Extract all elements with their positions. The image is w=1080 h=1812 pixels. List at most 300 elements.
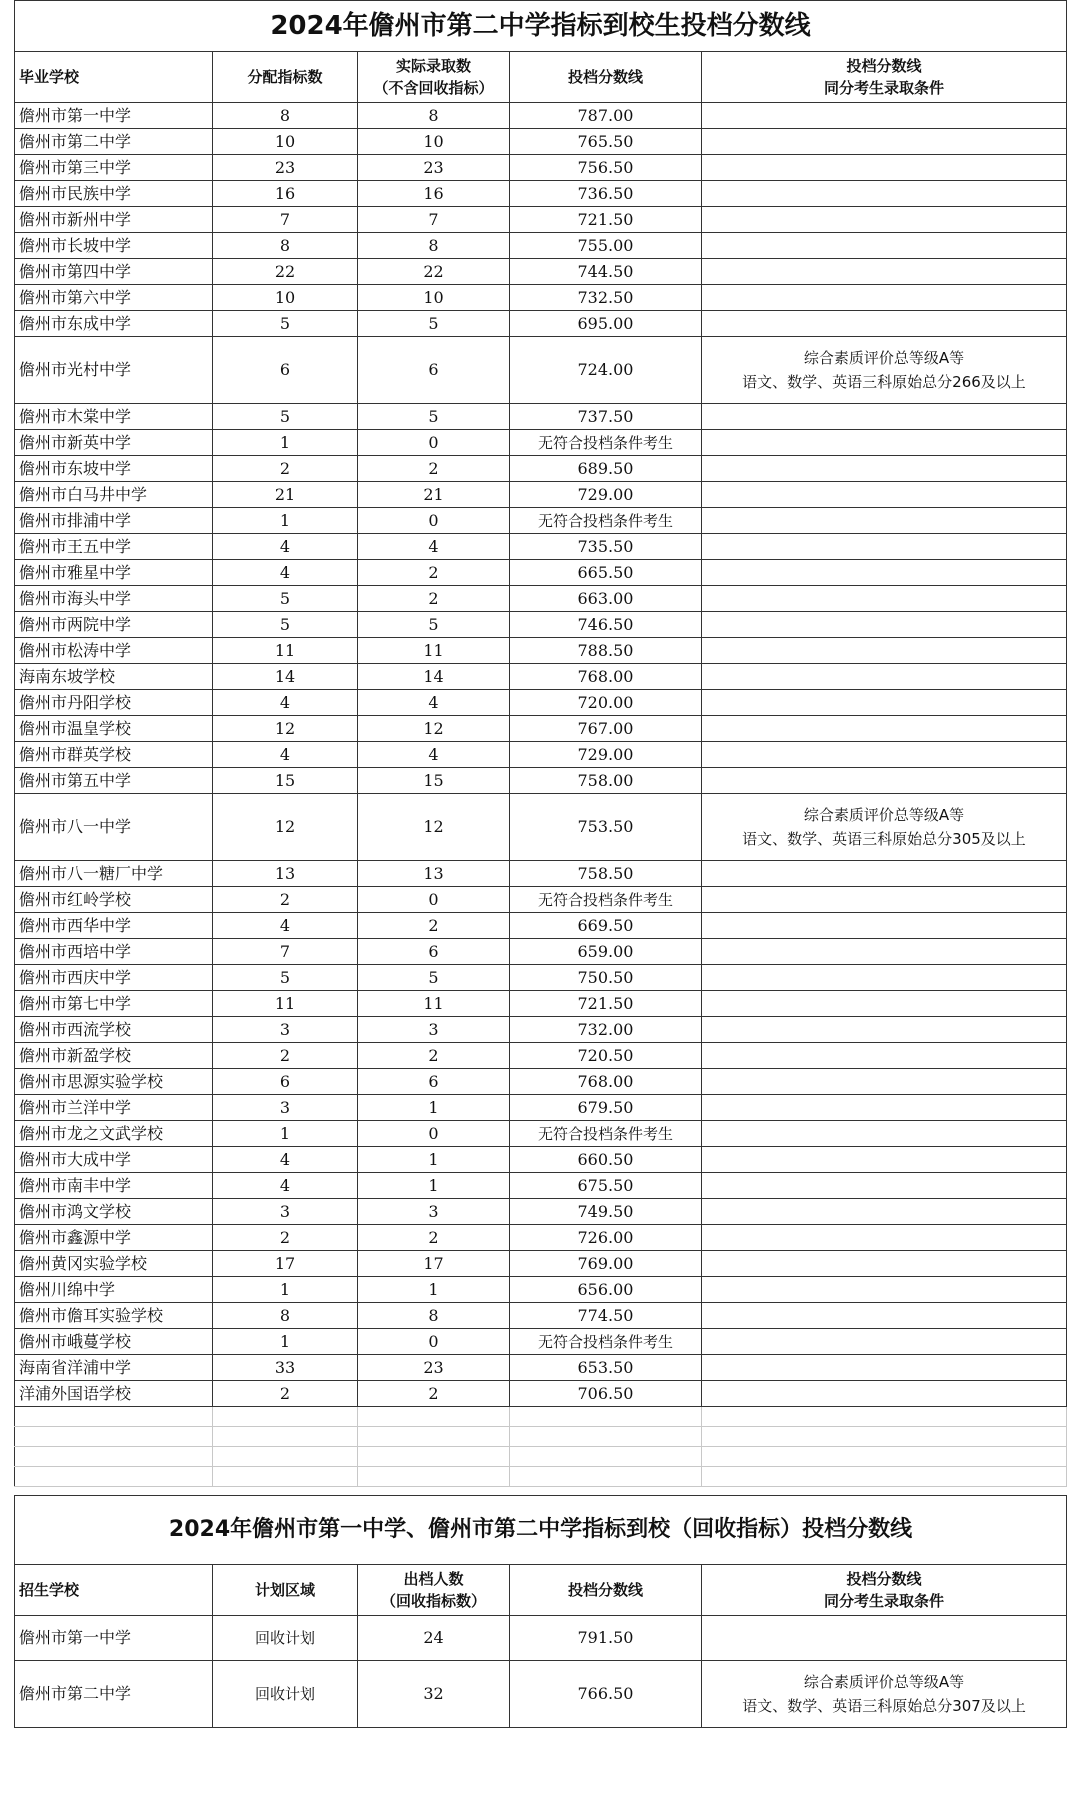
condition-line: 语文、数学、英语三科原始总分266及以上 (742, 373, 1026, 391)
school-cell: 儋州市新盈学校 (15, 1043, 213, 1069)
score-cell: 758.50 (510, 861, 702, 887)
score-cell: 768.00 (510, 664, 702, 690)
header-condition-line1: 投档分数线 (846, 57, 922, 75)
school-cell: 儋州市八一中学 (15, 794, 213, 861)
score-cell: 695.00 (510, 311, 702, 337)
score-cell: 721.50 (510, 207, 702, 233)
school-cell: 儋州市大成中学 (15, 1147, 213, 1173)
condition-cell (702, 1303, 1067, 1329)
score-cell: 735.50 (510, 534, 702, 560)
condition-cell (702, 939, 1067, 965)
quota-cell: 4 (213, 1173, 358, 1199)
score-cell: 732.00 (510, 1017, 702, 1043)
table-row (15, 1661, 1067, 1728)
quota-cell: 7 (213, 207, 358, 233)
condition-cell (702, 768, 1067, 794)
condition-cell (702, 1121, 1067, 1147)
condition-cell (702, 1329, 1067, 1355)
school-cell: 儋州市第四中学 (15, 259, 213, 285)
quota-cell: 12 (213, 716, 358, 742)
quota-cell: 1 (213, 1121, 358, 1147)
condition-cell (702, 233, 1067, 259)
table-row (15, 1147, 1067, 1173)
condition-cell (702, 1661, 1067, 1728)
admitted-cell: 0 (358, 887, 510, 913)
table-row (15, 534, 1067, 560)
condition-cell (702, 991, 1067, 1017)
admitted-cell: 1 (358, 1147, 510, 1173)
table-row (15, 508, 1067, 534)
table-row (15, 233, 1067, 259)
table-row (15, 794, 1067, 861)
admitted-cell: 10 (358, 129, 510, 155)
table-row (15, 1616, 1067, 1661)
admitted-cell: 6 (358, 939, 510, 965)
school-cell: 儋州市丹阳学校 (15, 690, 213, 716)
admitted-cell: 23 (358, 155, 510, 181)
score-cell: 729.00 (510, 742, 702, 768)
quota-cell: 6 (213, 1069, 358, 1095)
school-cell: 儋州市鑫源中学 (15, 1225, 213, 1251)
score-cell: 720.50 (510, 1043, 702, 1069)
school-cell: 儋州市群英学校 (15, 742, 213, 768)
admitted-cell: 17 (358, 1251, 510, 1277)
table-row (15, 1225, 1067, 1251)
admitted-cell: 21 (358, 482, 510, 508)
table-row (15, 742, 1067, 768)
quota-cell: 2 (213, 456, 358, 482)
condition-cell (702, 664, 1067, 690)
condition-cell (702, 1277, 1067, 1303)
score-cell: 756.50 (510, 155, 702, 181)
admitted-cell: 8 (358, 1303, 510, 1329)
admitted-cell: 4 (358, 690, 510, 716)
quota-cell: 4 (213, 742, 358, 768)
header-count-line2: （回收指标数） (380, 1592, 486, 1610)
quota-cell: 8 (213, 233, 358, 259)
condition-cell (702, 259, 1067, 285)
score-cell: 732.50 (510, 285, 702, 311)
school-cell: 儋州市南丰中学 (15, 1173, 213, 1199)
condition-cell (702, 103, 1067, 129)
quota-cell: 4 (213, 560, 358, 586)
condition-cell (702, 1069, 1067, 1095)
score-cell: 663.00 (510, 586, 702, 612)
quota-cell: 1 (213, 1277, 358, 1303)
table-row (15, 560, 1067, 586)
admitted-cell: 1 (358, 1277, 510, 1303)
area-cell: 回收计划 (213, 1616, 358, 1661)
table-row (15, 1329, 1067, 1355)
table-row (15, 939, 1067, 965)
condition-cell (702, 508, 1067, 534)
score-cell: 无符合投档条件考生 (510, 1329, 702, 1355)
score-cell: 744.50 (510, 259, 702, 285)
table-row (15, 103, 1067, 129)
score-cell: 656.00 (510, 1277, 702, 1303)
admitted-cell: 15 (358, 768, 510, 794)
table-row (15, 129, 1067, 155)
condition-cell (702, 1355, 1067, 1381)
admitted-cell: 5 (358, 965, 510, 991)
header-condition (702, 1565, 1067, 1616)
admitted-cell: 7 (358, 207, 510, 233)
school-cell: 海南省洋浦中学 (15, 1355, 213, 1381)
table-row (15, 482, 1067, 508)
quota-cell: 23 (213, 155, 358, 181)
score-cell: 679.50 (510, 1095, 702, 1121)
condition-cell (702, 430, 1067, 456)
score-cell: 721.50 (510, 991, 702, 1017)
table-row (15, 1251, 1067, 1277)
header-admitted (358, 52, 510, 103)
school-cell: 儋州市西庆中学 (15, 965, 213, 991)
admitted-cell: 8 (358, 103, 510, 129)
header-condition (702, 52, 1067, 103)
area-cell: 回收计划 (213, 1661, 358, 1728)
table-row (15, 181, 1067, 207)
condition-cell (702, 207, 1067, 233)
condition-cell (702, 404, 1067, 430)
condition-cell (702, 887, 1067, 913)
score-cell: 753.50 (510, 794, 702, 861)
admitted-cell: 23 (358, 1355, 510, 1381)
admitted-cell: 2 (358, 1225, 510, 1251)
admitted-cell: 4 (358, 742, 510, 768)
school-cell: 儋州市排浦中学 (15, 508, 213, 534)
score-cell: 758.00 (510, 768, 702, 794)
condition-line: 综合素质评价总等级A等 (803, 806, 965, 824)
score-cell: 无符合投档条件考生 (510, 430, 702, 456)
condition-cell (702, 482, 1067, 508)
school-cell: 儋州市思源实验学校 (15, 1069, 213, 1095)
table-row (15, 913, 1067, 939)
quota-cell: 5 (213, 311, 358, 337)
school-cell: 儋州市兰洋中学 (15, 1095, 213, 1121)
school-cell: 儋州市第五中学 (15, 768, 213, 794)
condition-cell (702, 861, 1067, 887)
table-row (15, 1043, 1067, 1069)
school-cell: 儋州市新英中学 (15, 430, 213, 456)
condition-cell (702, 1381, 1067, 1407)
score-cell: 675.50 (510, 1173, 702, 1199)
quota-cell: 1 (213, 430, 358, 456)
quota-cell: 13 (213, 861, 358, 887)
table-row (15, 1199, 1067, 1225)
quota-cell: 7 (213, 939, 358, 965)
table-title: 2024年儋州市第一中学、儋州市第二中学指标到校（回收指标）投档分数线 (15, 1496, 1067, 1565)
condition-cell (702, 337, 1067, 404)
quota-cell: 16 (213, 181, 358, 207)
condition-cell (702, 129, 1067, 155)
admitted-cell: 14 (358, 664, 510, 690)
school-cell: 儋州市光村中学 (15, 337, 213, 404)
quota-cell: 2 (213, 1043, 358, 1069)
admitted-cell: 12 (358, 794, 510, 861)
admitted-cell: 11 (358, 991, 510, 1017)
table-row (15, 716, 1067, 742)
score-cell: 706.50 (510, 1381, 702, 1407)
condition-cell (702, 1225, 1067, 1251)
condition-cell (702, 794, 1067, 861)
condition-cell (702, 965, 1067, 991)
condition-cell (702, 716, 1067, 742)
score-cell: 755.00 (510, 233, 702, 259)
condition-cell (702, 638, 1067, 664)
table-row (15, 311, 1067, 337)
school-cell: 儋州市东坡中学 (15, 456, 213, 482)
table-row (15, 1121, 1067, 1147)
table-row (15, 612, 1067, 638)
school-cell: 儋州市松涛中学 (15, 638, 213, 664)
score-cell: 669.50 (510, 913, 702, 939)
condition-cell (702, 913, 1067, 939)
quota-cell: 3 (213, 1095, 358, 1121)
score-cell: 720.00 (510, 690, 702, 716)
school-cell: 儋州市红岭学校 (15, 887, 213, 913)
quota-cell: 4 (213, 534, 358, 560)
admitted-cell: 8 (358, 233, 510, 259)
table-row (15, 1095, 1067, 1121)
school-cell: 儋州市民族中学 (15, 181, 213, 207)
score-cell: 729.00 (510, 482, 702, 508)
quota-cell: 17 (213, 1251, 358, 1277)
admitted-cell: 2 (358, 1043, 510, 1069)
admitted-cell: 6 (358, 1069, 510, 1095)
admitted-cell: 3 (358, 1199, 510, 1225)
table-row (15, 207, 1067, 233)
table-row (15, 337, 1067, 404)
quota-cell: 5 (213, 612, 358, 638)
admitted-cell: 2 (358, 586, 510, 612)
table-row (15, 1355, 1067, 1381)
score-cell: 无符合投档条件考生 (510, 887, 702, 913)
school-cell: 儋州市鸿文学校 (15, 1199, 213, 1225)
admitted-cell: 16 (358, 181, 510, 207)
score-cell: 750.50 (510, 965, 702, 991)
score-cell: 769.00 (510, 1251, 702, 1277)
score-cell: 749.50 (510, 1199, 702, 1225)
school-cell: 儋州市儋耳实验学校 (15, 1303, 213, 1329)
school-cell: 儋州市第一中学 (15, 103, 213, 129)
school-cell: 儋州市两院中学 (15, 612, 213, 638)
score-cell: 768.00 (510, 1069, 702, 1095)
score-cell: 724.00 (510, 337, 702, 404)
condition-cell (702, 612, 1067, 638)
condition-cell (702, 1147, 1067, 1173)
table-row (15, 586, 1067, 612)
admitted-cell: 22 (358, 259, 510, 285)
admitted-cell: 3 (358, 1017, 510, 1043)
quota-cell: 4 (213, 913, 358, 939)
score-cell: 746.50 (510, 612, 702, 638)
condition-cell (702, 456, 1067, 482)
count-cell: 32 (358, 1661, 510, 1728)
table-row (15, 991, 1067, 1017)
table-row (15, 1069, 1067, 1095)
table-row (15, 1381, 1067, 1407)
condition-cell (702, 1251, 1067, 1277)
quota-cell: 6 (213, 337, 358, 404)
score-cell: 788.50 (510, 638, 702, 664)
score-cell: 774.50 (510, 1303, 702, 1329)
table-row (15, 768, 1067, 794)
table-row (15, 690, 1067, 716)
school-cell: 儋州市西华中学 (15, 913, 213, 939)
school-cell: 洋浦外国语学校 (15, 1381, 213, 1407)
quota-cell: 2 (213, 1225, 358, 1251)
school-cell: 儋州市海头中学 (15, 586, 213, 612)
condition-line: 语文、数学、英语三科原始总分307及以上 (742, 1697, 1026, 1715)
quota-cell: 10 (213, 285, 358, 311)
quota-cell: 15 (213, 768, 358, 794)
header-quota: 分配指标数 (213, 52, 358, 103)
header-score: 投档分数线 (510, 1565, 702, 1616)
condition-line: 语文、数学、英语三科原始总分305及以上 (742, 830, 1026, 848)
table-row (15, 1303, 1067, 1329)
table-row (15, 1277, 1067, 1303)
header-school: 毕业学校 (15, 52, 213, 103)
admitted-cell: 13 (358, 861, 510, 887)
score-cell: 787.00 (510, 103, 702, 129)
score-cell: 736.50 (510, 181, 702, 207)
condition-cell (702, 1017, 1067, 1043)
condition-cell (702, 1095, 1067, 1121)
table-row (15, 1017, 1067, 1043)
school-cell: 儋州市西流学校 (15, 1017, 213, 1043)
quota-cell: 14 (213, 664, 358, 690)
admitted-cell: 2 (358, 560, 510, 586)
admitted-cell: 0 (358, 430, 510, 456)
table-row (15, 259, 1067, 285)
condition-cell (702, 1616, 1067, 1661)
header-count-line1: 出档人数 (403, 1570, 464, 1588)
school-cell: 儋州市雅星中学 (15, 560, 213, 586)
condition-line: 综合素质评价总等级A等 (803, 1673, 965, 1691)
school-cell: 儋州市新州中学 (15, 207, 213, 233)
school-cell: 儋州市温皇学校 (15, 716, 213, 742)
quota-cell: 1 (213, 508, 358, 534)
condition-cell (702, 311, 1067, 337)
table-row (15, 404, 1067, 430)
quota-cell: 1 (213, 1329, 358, 1355)
condition-line: 综合素质评价总等级A等 (803, 349, 965, 367)
quota-cell: 2 (213, 887, 358, 913)
quota-cell: 11 (213, 991, 358, 1017)
table-body (15, 103, 1067, 1407)
score-cell: 665.50 (510, 560, 702, 586)
admitted-cell: 2 (358, 1381, 510, 1407)
condition-cell (702, 690, 1067, 716)
score-cell: 765.50 (510, 129, 702, 155)
table-row (15, 965, 1067, 991)
condition-cell (702, 1043, 1067, 1069)
condition-cell (702, 181, 1067, 207)
admitted-cell: 0 (358, 508, 510, 534)
table-row (15, 456, 1067, 482)
count-cell: 24 (358, 1616, 510, 1661)
score-cell: 689.50 (510, 456, 702, 482)
school-cell: 儋州市峨蔓学校 (15, 1329, 213, 1355)
quota-score-table (14, 0, 1067, 1487)
school-cell: 儋州黄冈实验学校 (15, 1251, 213, 1277)
quota-cell: 11 (213, 638, 358, 664)
score-cell: 659.00 (510, 939, 702, 965)
score-cell: 无符合投档条件考生 (510, 508, 702, 534)
table-row (15, 430, 1067, 456)
school-cell: 儋州市第三中学 (15, 155, 213, 181)
admitted-cell: 1 (358, 1173, 510, 1199)
condition-cell (702, 534, 1067, 560)
header-score: 投档分数线 (510, 52, 702, 103)
admitted-cell: 4 (358, 534, 510, 560)
score-cell: 767.00 (510, 716, 702, 742)
admitted-cell: 0 (358, 1329, 510, 1355)
score-cell: 791.50 (510, 1616, 702, 1661)
table-row (15, 664, 1067, 690)
school-cell: 儋州市龙之文武学校 (15, 1121, 213, 1147)
table-row (15, 285, 1067, 311)
admitted-cell: 12 (358, 716, 510, 742)
condition-cell (702, 560, 1067, 586)
quota-cell: 2 (213, 1381, 358, 1407)
school-cell: 儋州市第二中学 (15, 1661, 213, 1728)
condition-cell (702, 586, 1067, 612)
quota-cell: 8 (213, 1303, 358, 1329)
school-cell: 儋州川绵中学 (15, 1277, 213, 1303)
school-cell: 儋州市第一中学 (15, 1616, 213, 1661)
school-cell: 儋州市长坡中学 (15, 233, 213, 259)
score-cell: 660.50 (510, 1147, 702, 1173)
school-cell: 儋州市木棠中学 (15, 404, 213, 430)
header-count (358, 1565, 510, 1616)
admitted-cell: 5 (358, 612, 510, 638)
quota-cell: 33 (213, 1355, 358, 1381)
school-cell: 儋州市西培中学 (15, 939, 213, 965)
condition-cell (702, 1199, 1067, 1225)
header-school: 招生学校 (15, 1565, 213, 1616)
table-body (15, 1616, 1067, 1728)
quota-cell: 5 (213, 586, 358, 612)
header-condition-line2: 同分考生录取条件 (824, 1592, 945, 1610)
admitted-cell: 10 (358, 285, 510, 311)
quota-cell: 3 (213, 1017, 358, 1043)
header-area: 计划区域 (213, 1565, 358, 1616)
school-cell: 儋州市第七中学 (15, 991, 213, 1017)
admitted-cell: 11 (358, 638, 510, 664)
score-cell: 无符合投档条件考生 (510, 1121, 702, 1147)
header-admitted-line1: 实际录取数 (395, 57, 471, 75)
table-row (15, 638, 1067, 664)
admitted-cell: 5 (358, 404, 510, 430)
school-cell: 儋州市八一糖厂中学 (15, 861, 213, 887)
table-row (15, 1173, 1067, 1199)
score-cell: 737.50 (510, 404, 702, 430)
school-cell: 儋州市东成中学 (15, 311, 213, 337)
school-cell: 儋州市王五中学 (15, 534, 213, 560)
condition-cell (702, 742, 1067, 768)
admitted-cell: 2 (358, 913, 510, 939)
admitted-cell: 0 (358, 1121, 510, 1147)
quota-cell: 3 (213, 1199, 358, 1225)
score-cell: 726.00 (510, 1225, 702, 1251)
quota-cell: 12 (213, 794, 358, 861)
admitted-cell: 1 (358, 1095, 510, 1121)
header-condition-line1: 投档分数线 (846, 1570, 922, 1588)
table-title: 2024年儋州市第二中学指标到校生投档分数线 (15, 1, 1067, 52)
condition-cell (702, 155, 1067, 181)
admitted-cell: 5 (358, 311, 510, 337)
